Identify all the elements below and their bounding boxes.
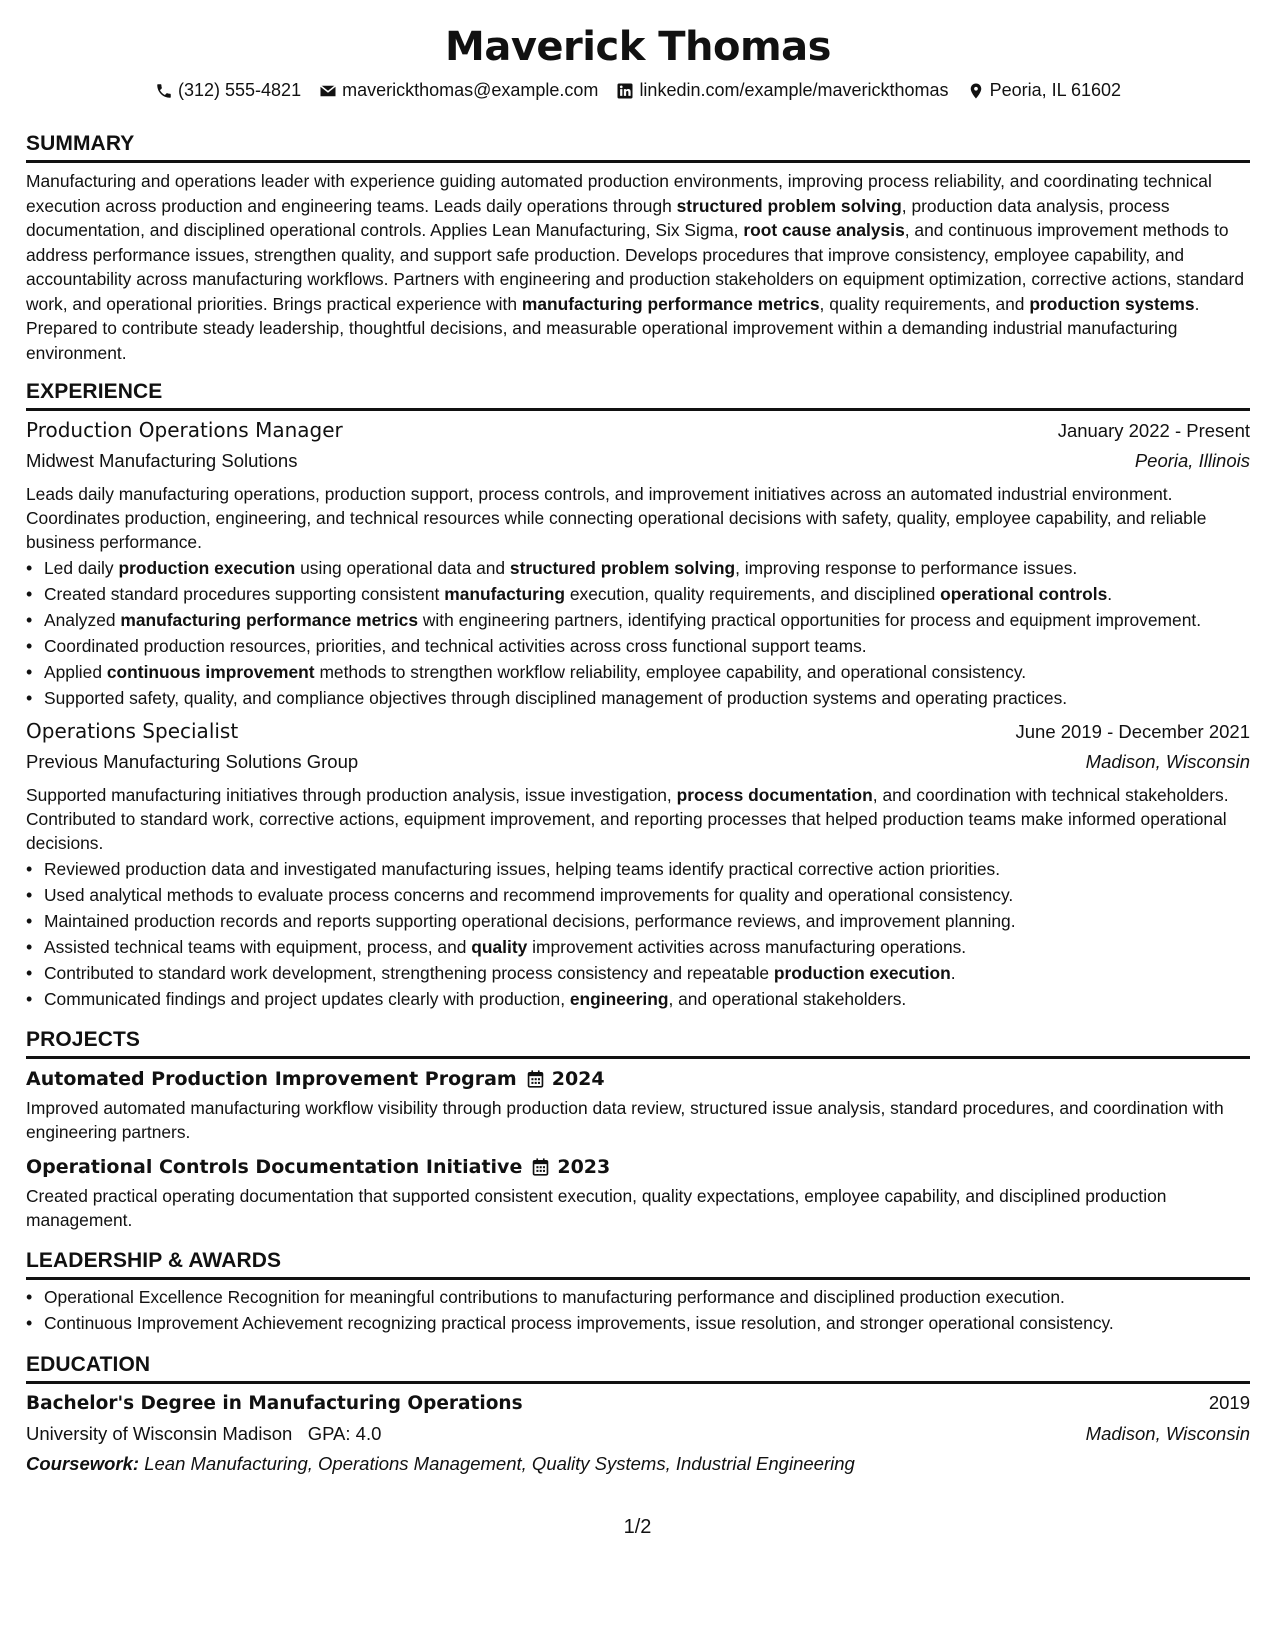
project-description: Improved automated manufacturing workflow visibility through production data review, structured issue analysis, standard procedures, and coordination with engineering partners. bbox=[26, 1098, 1224, 1142]
calendar-icon bbox=[532, 1158, 549, 1176]
job-dates: January 2022 - Present bbox=[1057, 420, 1250, 441]
contact-email[interactable] bbox=[319, 80, 598, 101]
list-item: • Created standard procedures supporting consistent manufacturing execution, quality requirements, and disciplined operational controls. bbox=[44, 583, 1250, 607]
job-entry bbox=[26, 415, 1250, 710]
list-item: • Assisted technical teams with equipment, process, and quality improvement activities across manufacturing operations. bbox=[44, 936, 1250, 960]
project-entry bbox=[26, 1064, 1250, 1144]
job-dates: June 2019 - December 2021 bbox=[1015, 721, 1250, 742]
awards-heading: LEADERSHIP & AWARDS bbox=[26, 1248, 1250, 1280]
project-year: 2023 bbox=[557, 1156, 611, 1178]
experience-heading: EXPERIENCE bbox=[26, 379, 1250, 411]
email-link[interactable]: maverickthomas@example.com bbox=[342, 80, 599, 100]
job-title: Operations Specialist bbox=[26, 719, 239, 743]
coursework bbox=[26, 1449, 1250, 1479]
project-title: Operational Controls Documentation Initiative bbox=[26, 1156, 523, 1178]
list-item: • Applied continuous improvement methods to strengthen workflow reliability, employee capability, and operational consistency. bbox=[44, 661, 1250, 685]
project-title: Automated Production Improvement Program bbox=[26, 1068, 517, 1090]
list-item: • Led daily production execution using operational data and structured problem solving, improving response to performance issues. bbox=[44, 557, 1250, 581]
location-text: Peoria, IL 61602 bbox=[989, 80, 1121, 100]
list-item: • Reviewed production data and investigated manufacturing issues, helping teams identify practical corrective action priorities. bbox=[44, 858, 1250, 882]
awards-list bbox=[26, 1286, 1250, 1336]
education-entry bbox=[26, 1388, 1250, 1479]
summary-text: Manufacturing and operations leader with experience guiding automated production environments, improving process reliability, and coordinating technical execution across production and engineering teams. Leads daily operations through structured problem solving, production data analysis, process documentation, and disciplined operational controls. Applies Lean Manufacturing, Six Sigma, root cause analysis, and continuous improvement methods to address performance issues, strengthen quality, and support safe production. Develops procedures that improve consistency, employee capability, and accountability across manufacturing workflows. Partners with engineering and production stakeholders on equipment optimization, corrective actions, standard work, and operational priorities. Brings practical experience with manufacturing performance metrics, quality requirements, and production systems. Prepared to contribute steady leadership, thoughtful decisions, and measurable operational improvement within a demanding industrial manufacturing environment. bbox=[26, 171, 1244, 363]
contact-phone bbox=[155, 80, 301, 101]
resume-page bbox=[26, 18, 1250, 1479]
contact-linkedin[interactable] bbox=[616, 80, 948, 101]
contact-location bbox=[967, 80, 1121, 101]
page-number: 1/2 bbox=[623, 1516, 652, 1538]
project-description: Created practical operating documentation that supported consistent execution, quality expectations, employee capability, and disciplined production management. bbox=[26, 1186, 1167, 1230]
list-item: • Used analytical methods to evaluate process concerns and recommend improvements for quality and operational consistency. bbox=[44, 884, 1250, 908]
list-item: • Contributed to standard work development, strengthening process consistency and repeatable production execution. bbox=[44, 962, 1250, 986]
list-item: • Analyzed manufacturing performance metrics with engineering partners, identifying practical opportunities for process and equipment improvement. bbox=[44, 609, 1250, 633]
school-location: Madison, Wisconsin bbox=[1085, 1422, 1250, 1444]
job-bullets bbox=[26, 858, 1250, 1012]
linkedin-icon bbox=[616, 82, 634, 100]
school-name: University of Wisconsin Madison bbox=[26, 1422, 293, 1444]
list-item: • Continuous Improvement Achievement recognizing practical process improvements, issue resolution, and stronger operational consistency. bbox=[44, 1312, 1250, 1336]
job-description: Leads daily manufacturing operations, production support, process controls, and improvement initiatives across an automated industrial environment. Coordinates production, engineering, and technical resources while connecting operational decisions with safety, quality, employee capability, and reliable business performance. bbox=[26, 484, 1207, 552]
list-item: • Maintained production records and reports supporting operational decisions, performance reviews, and improvement planning. bbox=[44, 910, 1250, 934]
list-item: • Coordinated production resources, priorities, and technical activities across cross functional support teams. bbox=[44, 635, 1250, 659]
job-company: Previous Manufacturing Solutions Group bbox=[26, 751, 359, 772]
job-description: Supported manufacturing initiatives through production analysis, issue investigation, process documentation, and coordination with technical stakeholders. Contributed to standard work, corrective actions, equipment improvement, and reporting processes that helped production teams make informed operational decisions. bbox=[26, 785, 1229, 853]
coursework-list: Lean Manufacturing, Operations Management, Quality Systems, Industrial Engineering bbox=[144, 1452, 855, 1474]
summary-heading: SUMMARY bbox=[26, 131, 1250, 163]
job-entry bbox=[26, 716, 1250, 1011]
summary-section bbox=[26, 131, 1250, 365]
job-bullets bbox=[26, 557, 1250, 711]
map-pin-icon bbox=[967, 82, 985, 100]
education-section bbox=[26, 1352, 1250, 1479]
job-company: Midwest Manufacturing Solutions bbox=[26, 450, 298, 471]
list-item: • Operational Excellence Recognition for meaningful contributions to manufacturing performance and disciplined production execution. bbox=[44, 1286, 1250, 1310]
job-title: Production Operations Manager bbox=[26, 418, 343, 442]
job-location: Peoria, Illinois bbox=[1134, 450, 1250, 471]
candidate-name: Maverick Thomas bbox=[445, 24, 831, 70]
projects-heading: PROJECTS bbox=[26, 1027, 1250, 1059]
graduation-year: 2019 bbox=[1208, 1391, 1250, 1413]
gpa: GPA: 4.0 bbox=[307, 1422, 382, 1444]
education-heading: EDUCATION bbox=[26, 1352, 1250, 1384]
project-entry bbox=[26, 1152, 1250, 1232]
job-location: Madison, Wisconsin bbox=[1085, 751, 1250, 772]
degree-title: Bachelor's Degree in Manufacturing Operations bbox=[26, 1392, 523, 1414]
contact-bar bbox=[26, 80, 1250, 101]
project-year: 2024 bbox=[551, 1068, 605, 1090]
awards-section bbox=[26, 1248, 1250, 1336]
list-item: • Communicated findings and project updates clearly with production, engineering, and operational stakeholders. bbox=[44, 988, 1250, 1012]
list-item: • Supported safety, quality, and compliance objectives through disciplined management of production systems and operating practices. bbox=[44, 687, 1250, 711]
envelope-icon bbox=[319, 82, 337, 100]
phone-text: (312) 555-4821 bbox=[177, 80, 302, 100]
projects-section bbox=[26, 1027, 1250, 1232]
coursework-label: Coursework: bbox=[26, 1452, 140, 1474]
experience-section bbox=[26, 379, 1250, 1011]
school-line bbox=[26, 1419, 381, 1449]
calendar-icon bbox=[527, 1070, 544, 1088]
phone-icon bbox=[155, 82, 173, 100]
linkedin-link[interactable]: linkedin.com/example/maverickthomas bbox=[639, 80, 949, 100]
